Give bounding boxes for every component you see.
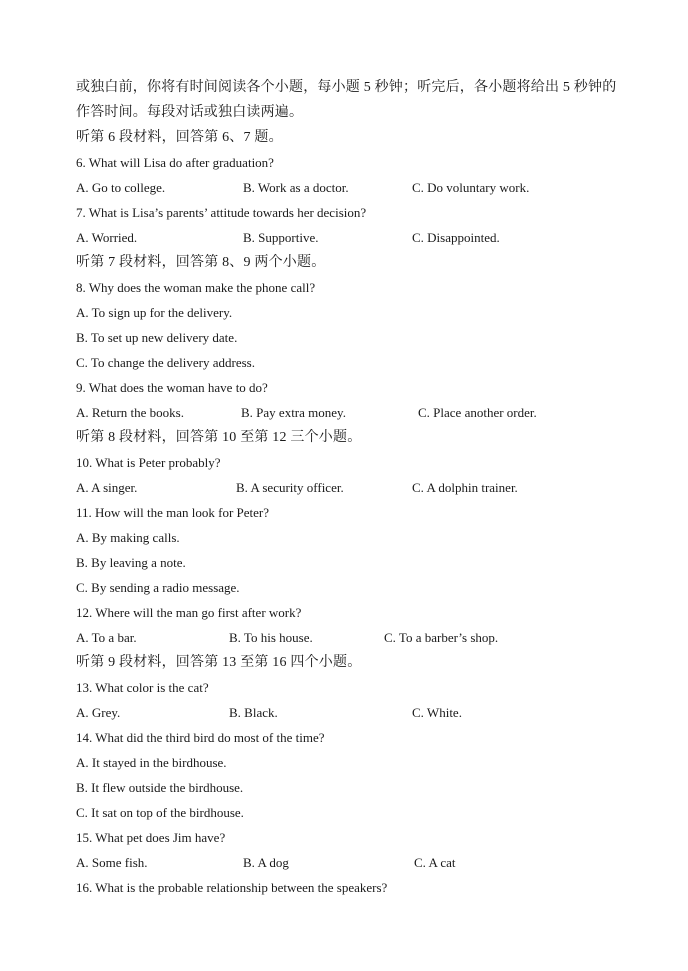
question-10-stem: 10. What is Peter probably? — [76, 455, 221, 470]
section-8-heading: 听第 8 段材料，回答第 10 至第 12 三个小题。 — [76, 430, 362, 445]
question-16-stem: 16. What is the probable relationship between the speakers? — [76, 880, 388, 895]
question-10-option-b: B. A security officer. — [236, 480, 344, 495]
question-13-stem: 13. What color is the cat? — [76, 680, 209, 695]
question-11-option-a: A. By making calls. — [76, 530, 180, 545]
question-10-option-a: A. A singer. — [76, 480, 138, 495]
question-10-option-c: C. A dolphin trainer. — [412, 480, 518, 495]
section-9-heading: 听第 9 段材料，回答第 13 至第 16 四个小题。 — [76, 655, 362, 670]
intro-line-2: 作答时间。每段对话或独白读两遍。 — [76, 105, 304, 120]
question-12-option-b: B. To his house. — [229, 630, 313, 645]
question-8-stem: 8. Why does the woman make the phone call? — [76, 280, 316, 295]
question-14-option-c: C. It sat on top of the birdhouse. — [76, 805, 244, 820]
question-8-option-c: C. To change the delivery address. — [76, 355, 255, 370]
question-15-stem: 15. What pet does Jim have? — [76, 830, 226, 845]
question-6-stem: 6. What will Lisa do after graduation? — [76, 155, 274, 170]
question-9-option-b: B. Pay extra money. — [241, 405, 346, 420]
question-14-stem: 14. What did the third bird do most of the time? — [76, 730, 325, 745]
section-6-heading: 听第 6 段材料，回答第 6、7 题。 — [76, 130, 283, 145]
question-13-option-b: B. Black. — [229, 705, 278, 720]
question-12-option-c: C. To a barber’s shop. — [384, 630, 499, 645]
question-11-option-b: B. By leaving a note. — [76, 555, 186, 570]
question-8-option-b: B. To set up new delivery date. — [76, 330, 238, 345]
question-6-option-c: C. Do voluntary work. — [412, 180, 530, 195]
question-8-option-a: A. To sign up for the delivery. — [76, 305, 233, 320]
section-7-heading: 听第 7 段材料，回答第 8、9 两个小题。 — [76, 255, 326, 270]
question-13-option-a: A. Grey. — [76, 705, 121, 720]
question-7-stem: 7. What is Lisa’s parents’ attitude towards her decision? — [76, 205, 367, 220]
question-9-option-c: C. Place another order. — [418, 405, 537, 420]
question-12-option-a: A. To a bar. — [76, 630, 137, 645]
question-11-option-c: C. By sending a radio message. — [76, 580, 240, 595]
question-14-option-b: B. It flew outside the birdhouse. — [76, 780, 244, 795]
question-6-option-b: B. Work as a doctor. — [243, 180, 349, 195]
question-15-option-c: C. A cat — [414, 855, 456, 870]
question-7-option-a: A. Worried. — [76, 230, 138, 245]
question-9-option-a: A. Return the books. — [76, 405, 184, 420]
intro-line-1: 或独白前，你将有时间阅读各个小题，每小题 5 秒钟；听完后，各小题将给出 5 秒钟的 — [76, 80, 617, 95]
question-15-option-a: A. Some fish. — [76, 855, 148, 870]
question-6-option-a: A. Go to college. — [76, 180, 166, 195]
question-13-option-c: C. White. — [412, 705, 462, 720]
question-9-stem: 9. What does the woman have to do? — [76, 380, 268, 395]
question-7-option-c: C. Disappointed. — [412, 230, 500, 245]
question-11-stem: 11. How will the man look for Peter? — [76, 505, 270, 520]
question-14-option-a: A. It stayed in the birdhouse. — [76, 755, 227, 770]
question-15-option-b: B. A dog — [243, 855, 289, 870]
question-12-stem: 12. Where will the man go first after work? — [76, 605, 302, 620]
question-7-option-b: B. Supportive. — [243, 230, 319, 245]
